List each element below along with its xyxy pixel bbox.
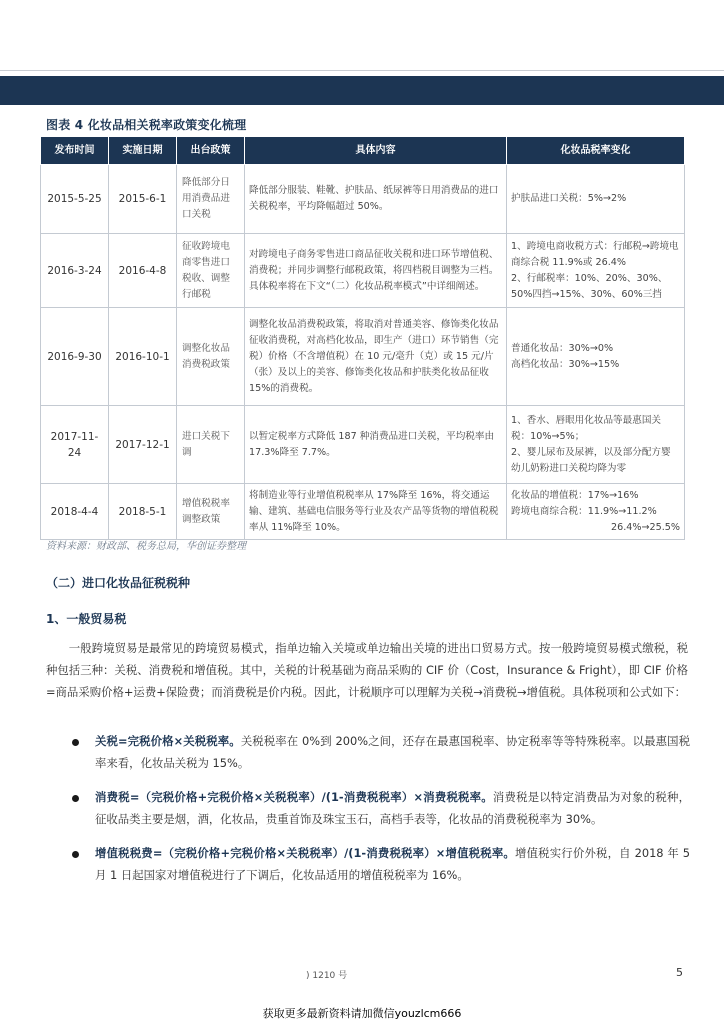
list-item (46, 730, 690, 774)
cell-effective-date: 2017-12-1 (109, 406, 177, 484)
header-effective-date: 实施日期 (109, 137, 177, 165)
tax-formula-list (46, 730, 690, 898)
cell-policy: 调整化妆品 消费税政策 (177, 308, 245, 406)
rate-change-text-right: 26.4%→25.5% (611, 521, 680, 533)
footer-watermark-text: 获取更多最新资料请加微信youzlcm666 (262, 1007, 462, 1020)
formula-bold: 增值税税费=（完税价格+完税价格×关税税率）/(1-消费税税率）×增值税税率。 (95, 846, 515, 860)
cell-content: 降低部分服装、鞋靴、护肤品、纸尿裤等日用消费品的进口关税税率，平均降幅超过 50%。 (245, 165, 507, 234)
list-item (46, 842, 690, 886)
header-policy: 出台政策 (177, 137, 245, 165)
formula-bold: 消费税=（完税价格+完税价格×关税税率）/(1-消费税税率）×消费税税率。 (95, 790, 493, 804)
cell-effective-date: 2018-5-1 (109, 484, 177, 540)
table-row (41, 308, 685, 406)
bullet-dot-icon (72, 795, 79, 802)
cell-publish-date: 2015-5-25 (41, 165, 109, 234)
formula-text: 消费税是以特定消费品为对象的税种，征收品类主要是烟，酒，化妆品，贵重首饰及珠宝玉石，高档手表等，化妆品的消费税税率为 30%。 (95, 790, 690, 826)
cell-effective-date: 2016-10-1 (109, 308, 177, 406)
section-title: （二）进口化妆品征税税种 (46, 576, 191, 590)
cell-effective-date: 2015-6-1 (109, 165, 177, 234)
source-note: 资料来源：财政部、税务总局，华创证券整理 (46, 541, 246, 552)
cell-content: 以暂定税率方式降低 187 种消费品进口关税，平均税率由 17.3%降至 7.7%。 (245, 406, 507, 484)
cell-policy: 降低部分日 用消费品进 口关税 (177, 165, 245, 234)
formula-text: 增值税实行价外税，自 2018 年 5 月 1 日起国家对增值税进行了下调后，化妆品适用的增值税税率为 16%。 (95, 846, 690, 882)
bullet-dot-icon (72, 851, 79, 858)
cell-rate-change (507, 234, 685, 308)
header-publish-date: 发布时间 (41, 137, 109, 165)
rate-change-text: 护肤品进口关税：5%→2% (511, 193, 627, 204)
cell-policy: 征收跨境电 商零售进口 税收、调整 行邮税 (177, 234, 245, 308)
subsection-title: 1、一般贸易税 (46, 612, 127, 626)
rate-change-text: 化妆品的增值税：17%→16% 跨境电商综合税：11.9%→11.2% (511, 489, 657, 517)
rate-change-text: 1、跨境电商收税方式：行邮税→跨境电商综合税 11.9%或 26.4% 2、行邮税率：10%、20%、30%、50%四挡→15%、30%、60%三挡 (511, 240, 679, 300)
cell-policy: 增值税税率 调整政策 (177, 484, 245, 540)
cell-rate-change (507, 484, 685, 540)
cell-content: 调整化妆品消费税政策，将取消对普通美容、修饰类化妆品征收消费税，对高档化妆品，即生产（进口）环节销售（完税）价格（不含增值税）在 10 元/毫升（克）或 15 元/片（张）及以上的美容、修饰类化妆品和护肤类化妆品征收 15%的消费税。 (245, 308, 507, 406)
cell-policy: 进口关税下 调 (177, 406, 245, 484)
page-number: 5 (676, 966, 683, 979)
header-rate-change: 化妆品税率变化 (507, 137, 685, 165)
footer-doc-number: ) 1210 号 (306, 971, 348, 981)
formula-text: 关税税率在 0%到 200%之间，还存在最惠国税率、协定税率等等特殊税率。以最惠国税率来看，化妆品关税为 15%。 (95, 734, 690, 770)
cell-publish-date: 2017-11-24 (41, 406, 109, 484)
table-row (41, 406, 685, 484)
figure-title: 图表 4 化妆品相关税率政策变化梳理 (46, 118, 247, 132)
table-row (41, 234, 685, 308)
list-item (46, 786, 690, 830)
body-paragraph: 一般跨境贸易是最常见的跨境贸易模式，指单边输入关境或单边输出关境的进出口贸易方式。按一般跨境贸易模式缴税，税种包括三种：关税、消费税和增值税。其中，关税的计税基础为商品采购的 CIF 价（Cost，Insurance & Fright），即 CIF 价格=商品采购价格+运费+保险费；而消费税是价内税。因此，计税顺序可以理解为关税→消费税→增值税。具体税项和公式如下： (46, 641, 688, 699)
table-row (41, 165, 685, 234)
cell-rate-change (507, 165, 685, 234)
header-band (0, 76, 724, 105)
cell-publish-date: 2016-9-30 (41, 308, 109, 406)
cell-rate-change (507, 308, 685, 406)
policy-table (40, 136, 685, 540)
bullet-dot-icon (72, 739, 79, 746)
header-content: 具体内容 (245, 137, 507, 165)
cell-effective-date: 2016-4-8 (109, 234, 177, 308)
cell-publish-date: 2016-3-24 (41, 234, 109, 308)
cell-publish-date: 2018-4-4 (41, 484, 109, 540)
formula-bold: 关税=完税价格×关税税率。 (95, 734, 241, 748)
cell-content: 对跨境电子商务零售进口商品征收关税和进口环节增值税、消费税；并同步调整行邮税政策，将四档税目调整为三档。具体税率将在下文“（二）化妆品税率模式”中详细阐述。 (245, 234, 507, 308)
rate-change-text: 普通化妆品：30%→0% 高档化妆品：30%→15% (511, 342, 620, 370)
table-row (41, 484, 685, 540)
table-header-row (41, 137, 685, 165)
header-rule (0, 70, 724, 71)
cell-content: 将制造业等行业增值税税率从 17%降至 16%，将交通运输、建筑、基础电信服务等行业及农产品等货物的增值税税率从 11%降至 10%。 (245, 484, 507, 540)
cell-rate-change (507, 406, 685, 484)
rate-change-text: 1、香水、唇眼用化妆品等最惠国关税：10%→5%； 2、婴儿尿布及尿裤，以及部分配方婴幼儿奶粉进口关税均降为零 (511, 414, 671, 474)
